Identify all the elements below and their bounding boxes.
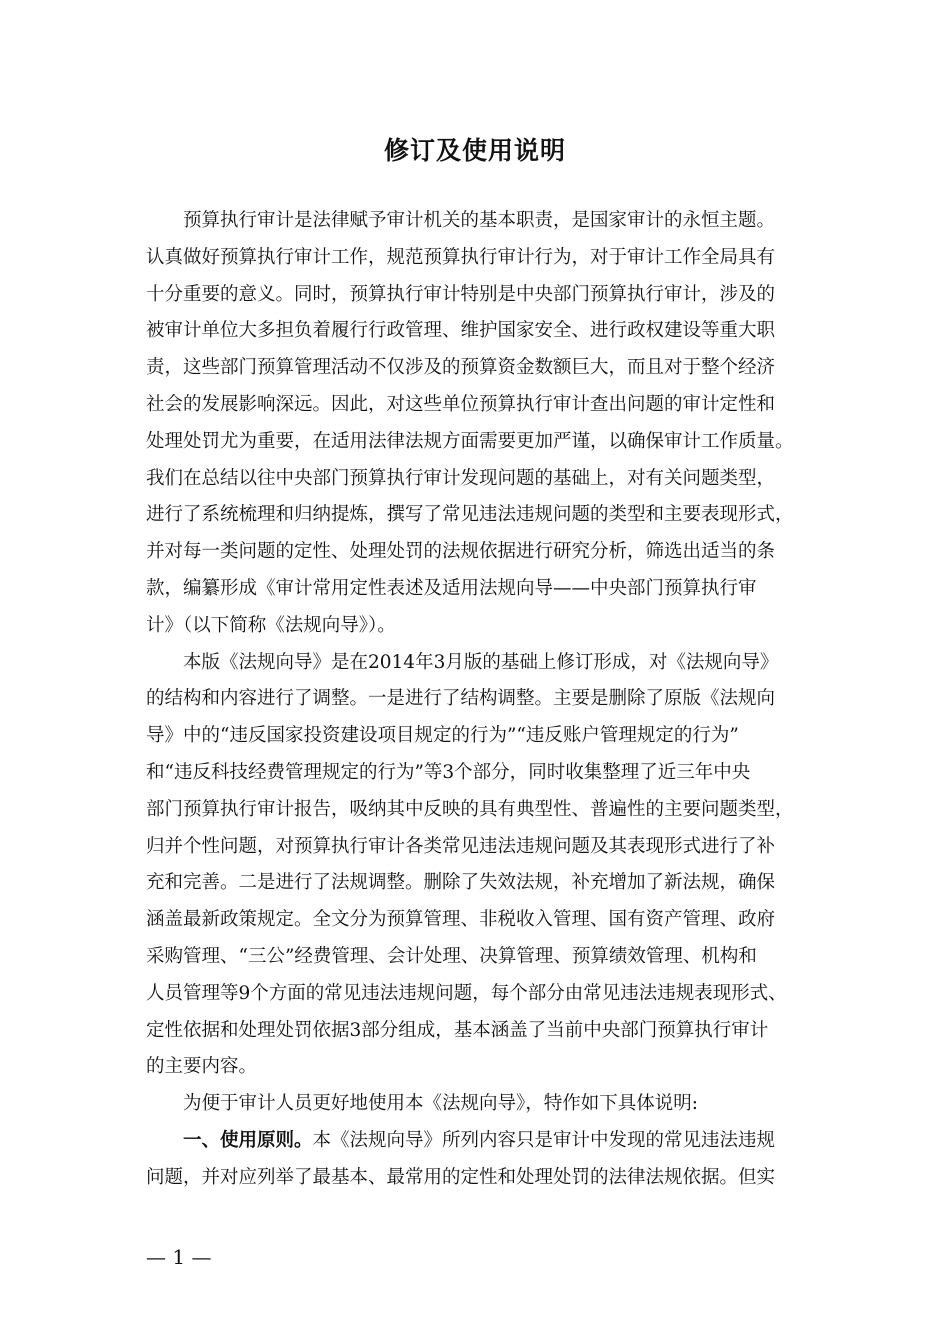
paragraph-line: 定性依据和处理处罚依据3部分组成，基本涵盖了当前中央部门预算执行审计 xyxy=(146,1019,769,1041)
paragraph-line: 涵盖最新政策规定。全文分为预算管理、非税收入管理、国有资产管理、政府 xyxy=(146,909,776,931)
paragraph-line: 进行了系统梳理和归纳提炼，撰写了常见违法违规问题的类型和主要表现形式， xyxy=(146,504,794,526)
paragraph-line: 和“违反科技经费管理规定的行为”等3个部分，同时收集整理了近三年中央 xyxy=(146,761,751,783)
section-heading: 一、使用原则。 xyxy=(183,1129,313,1151)
paragraph-line: 本版《法规向导》是在2014年3月版的基础上修订形成，对《法规向导》 xyxy=(183,651,779,673)
paragraph-line: 预算执行审计是法律赋予审计机关的基本职责，是国家审计的永恒主题。 xyxy=(183,210,776,231)
paragraph-line xyxy=(146,1123,806,1160)
paragraph-line: 采购管理、“三公”经费管理、会计处理、决算管理、预算绩效管理、机构和 xyxy=(146,945,757,967)
paragraph-line: 充和完善。二是进行了法规调整。删除了失效法规，补充增加了新法规，确保 xyxy=(146,872,776,894)
paragraph-line: 社会的发展影响深远。因此，对这些单位预算执行审计查出问题的审计定性和 xyxy=(146,393,776,415)
paragraph-line: 问题，并对应列举了最基本、最常用的定性和处理处罚的法律法规依据。但实 xyxy=(146,1166,776,1188)
paragraph-line: 被审计单位大多担负着履行行政管理、维护国家安全、进行政权建设等重大职 xyxy=(146,320,776,342)
document-body xyxy=(146,203,806,1197)
paragraph-line: 归并个性问题，对预算执行审计各类常见违法违规问题及其表现形式进行了补 xyxy=(146,835,776,857)
paragraph-line: 计》（以下简称《法规向导》）。 xyxy=(146,614,396,636)
paragraph-line: 导》中的“违反国家投资建设项目规定的行为”“违反账户管理规定的行为” xyxy=(146,725,739,747)
document-title: 修订及使用说明 xyxy=(383,136,566,165)
paragraph-line: 人员管理等9个方面的常见违法违规问题，每个部分由常见违法违规表现形式、 xyxy=(146,982,787,1004)
paragraph-line: 十分重要的意义。同时，预算执行审计特别是中央部门预算执行审计，涉及的 xyxy=(146,283,776,305)
paragraph-line: 我们在总结以往中央部门预算执行审计发现问题的基础上，对有关问题类型， xyxy=(146,467,776,489)
paragraph-text: 本《法规向导》所列内容只是审计中发现的常见违法违规 xyxy=(312,1129,776,1151)
page-number: — 1 — xyxy=(146,1245,212,1269)
paragraph-line: 责，这些部门预算管理活动不仅涉及的预算资金数额巨大，而且对于整个经济 xyxy=(146,357,776,379)
paragraph-line: 并对每一类问题的定性、处理处罚的法规依据进行研究分析，筛选出适当的条 xyxy=(146,541,776,563)
paragraph-line: 部门预算执行审计报告，吸纳其中反映的具有典型性、普遍性的主要问题类型， xyxy=(146,798,794,820)
paragraph-line: 的结构和内容进行了调整。一是进行了结构调整。主要是删除了原版《法规向 xyxy=(146,688,776,710)
paragraph-line: 为便于审计人员更好地使用本《法规向导》，特作如下具体说明: xyxy=(183,1093,698,1115)
paragraph-line: 认真做好预算执行审计工作，规范预算执行审计行为，对于审计工作全局具有 xyxy=(146,246,776,268)
paragraph-line: 款，编纂形成《审计常用定性表述及适用法规向导——中央部门预算执行审 xyxy=(146,577,757,599)
paragraph-line: 的主要内容。 xyxy=(146,1056,258,1078)
paragraph-line: 处理处罚尤为重要，在适用法律法规方面需要更加严谨，以确保审计工作质量。 xyxy=(146,430,794,452)
